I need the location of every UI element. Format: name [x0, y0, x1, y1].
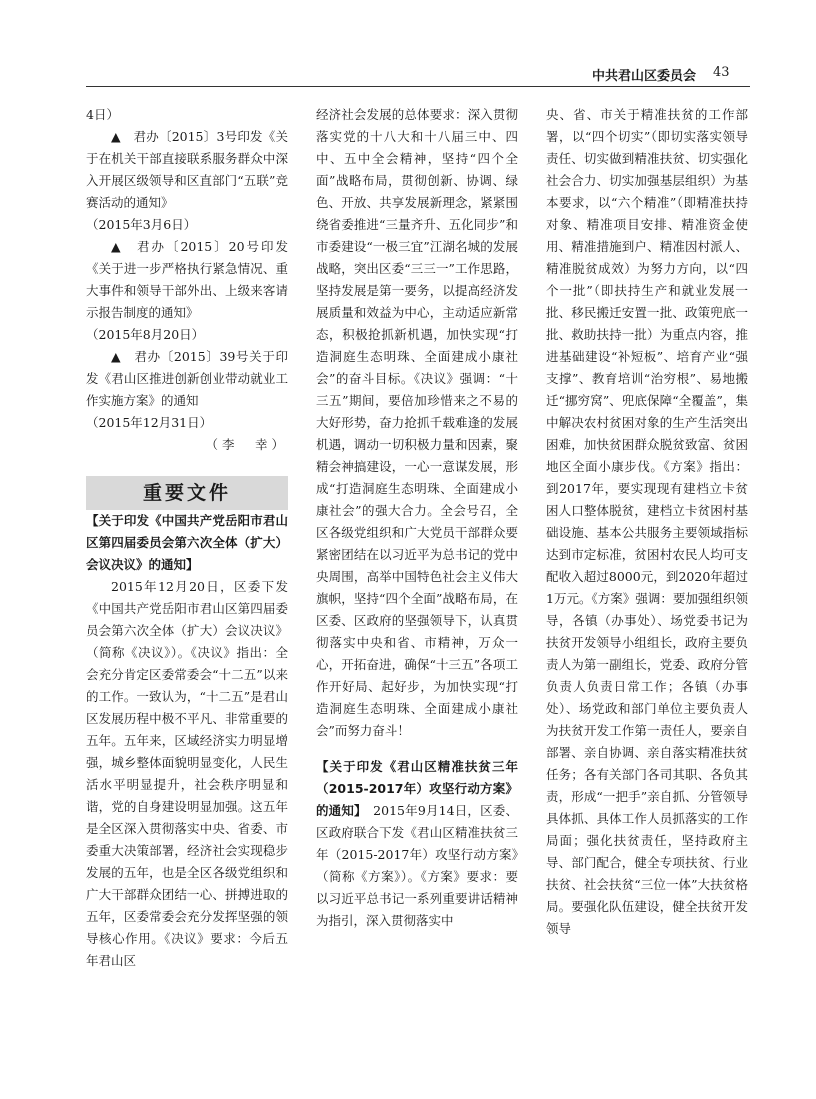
list-item-text: ▲ 君办〔2015〕39号关于印发《君山区推进创新创业带动就业工作实施方案》的通知 [86, 349, 288, 408]
doc-paragraph [316, 756, 518, 932]
doc-title: 【关于印发《君山区精准扶贫三年（2015-2017年）攻坚行动方案》的通知】 [316, 759, 518, 818]
doc-body: 2015年9月14日，区委、区政府联合下发《君山区精准扶贫三年（2015-2017年）攻坚行动方案》（简称《方案》）。《方案》要求：要以习近平总书记一系列重要讲话精神为指引，深入贯彻落实中 [316, 803, 518, 928]
page-number: 43 [713, 65, 730, 80]
body-paragraph: 经济社会发展的总体要求：深入贯彻落实党的十八大和十八届三中、四中、五中全会精神，坚持“四个全面”战略布局，贯彻创新、协调、绿色、开放、共享发展新理念，紧紧围绕省委推进“三量齐升、五化同步”和市委建设“一极三宜”江湖名城的发展战略，突出区委“三三一”工作思路，坚持发展是第一要务，以提高经济发展质量和效益为中心，主动适应新常态，积极抢抓新机遇，加快实现“打造洞庭生态明珠、全面建成小康社会”的奋斗目标。《决议》强调：“十三五”期间，要倍加珍惜来之不易的大好形势，奋力抢抓千载难逢的发展机遇，调动一切积极力量和因素，聚精会神搞建设，一心一意谋发展，形成“打造洞庭生态明珠、全面建成小康社会”的强大合力。全会号召，全区各级党组织和广大党员干部群众要紧密团结在以习近平为总书记的党中央周围，高举中国特色社会主义伟大旗帜，坚持“四个全面”战略布局，在区委、区政府的坚强领导下，认真贯彻落实中央和省、市精神，万众一心，开拓奋进，确保“十三五”各项工作开好局、起好步，为加快实现“打造洞庭生态明珠、全面建成小康社会”而努力奋斗！ [316, 107, 518, 738]
page-header [86, 62, 750, 88]
header-title: 中共君山区委员会 [592, 69, 697, 84]
header-rule [86, 86, 750, 87]
doc-title: 【关于印发《中国共产党岳阳市君山区第四届委员会第六次全体（扩大）会议决议》的通知】 [86, 513, 288, 572]
list-item-date: （2015年12月31日） [86, 415, 213, 430]
lead-text: 4日） [86, 107, 119, 122]
author-credit: （李 幸） [205, 437, 288, 452]
list-item-date: （2015年3月6日） [86, 217, 197, 232]
column-left [86, 104, 288, 972]
section-heading: 重要文件 [142, 482, 231, 504]
body-paragraph: 央、省、市关于精准扶贫的工作部署，以“四个切实”（即切实落实领导责任、切实做到精准扶贫、切实强化社会合力、切实加强基层组织）为基本要求，以“六个精准”（即精准扶持对象、精准项目安排、精准资金使用、精准措施到户、精准因村派人、精准脱贫成效）为努力方向，以“四个一批”（即扶持生产和就业发展一批、移民搬迁安置一批、政策兜底一批、救助扶持一批）为重点内容，推进基础建设“补短板”、培育产业“强支撑”、教育培训“治穷根”、易地搬迁“挪穷窝”、兜底保障“全覆盖”，集中解决农村贫困对象的生产生活突出困难，加快贫困群众脱贫致富、贫困地区全面小康步伐。《方案》指出：到2017年，要实现现有建档立卡贫困人口整体脱贫，建档立卡贫困村基础设施、基本公共服务主要领域指标达到市定标准，贫困村农民人均可支配收入超过8000元，到2020年超过1万元。《方案》强调：要加强组织领导，各镇（办事处）、场党委书记为扶贫开发领导小组组长，政府主要负责人为第一副组长，党委、政府分管负责人负责日常工作；各镇（办事处）、场党政和部门单位主要负责人为扶贫开发工作第一责任人，要亲自部署、亲自协调、亲自落实精准扶贫任务；各有关部门各司其职、各负其责，形成“一把手”亲自抓、分管领导具体抓、具体工作人员抓落实的工作局面；强化扶贫责任，坚持政府主导、部门配合，健全专项扶贫、行业扶贫、社会扶贫“三位一体”大扶贫格局。要强化队伍建设，健全扶贫开发领导 [546, 107, 748, 936]
list-item-text: ▲ 君办〔2015〕3号印发《关于在机关干部直接联系服务群众中深入开展区级领导和区直部门“五联”竞赛活动的通知》 [86, 129, 288, 210]
column-middle [316, 104, 518, 932]
list-item-text: ▲ 君办〔2015〕20号印发《关于进一步严格执行紧急情况、重大事件和领导干部外出、上级来客请示报告制度的通知》 [86, 239, 288, 320]
doc-body: 2015年12月20日，区委下发《中国共产党岳阳市君山区第四届委员会第六次全体（扩大）会议决议》（简称《决议》）。《决议》指出：全会充分肯定区委常委会“十二五”以来的工作。一致认为，“十二五”是君山区发展历程中极不平凡、非常重要的五年。五年来，区域经济实力明显增强，城乡整体面貌明显变化，人民生活水平明显提升，社会秩序明显和谐，党的自身建设明显加强。这五年是全区深入贯彻落实中央、省委、市委重大决策部署，经济社会实现稳步发展的五年，也是全区各级党组织和广大干部群众团结一心、拼搏进取的五年，区委常委会充分发挥坚强的领导核心作用。《决议》要求：今后五年君山区 [86, 579, 288, 968]
list-item-date: （2015年8月20日） [86, 327, 205, 342]
section-heading-box [86, 476, 288, 510]
column-right [546, 104, 748, 940]
